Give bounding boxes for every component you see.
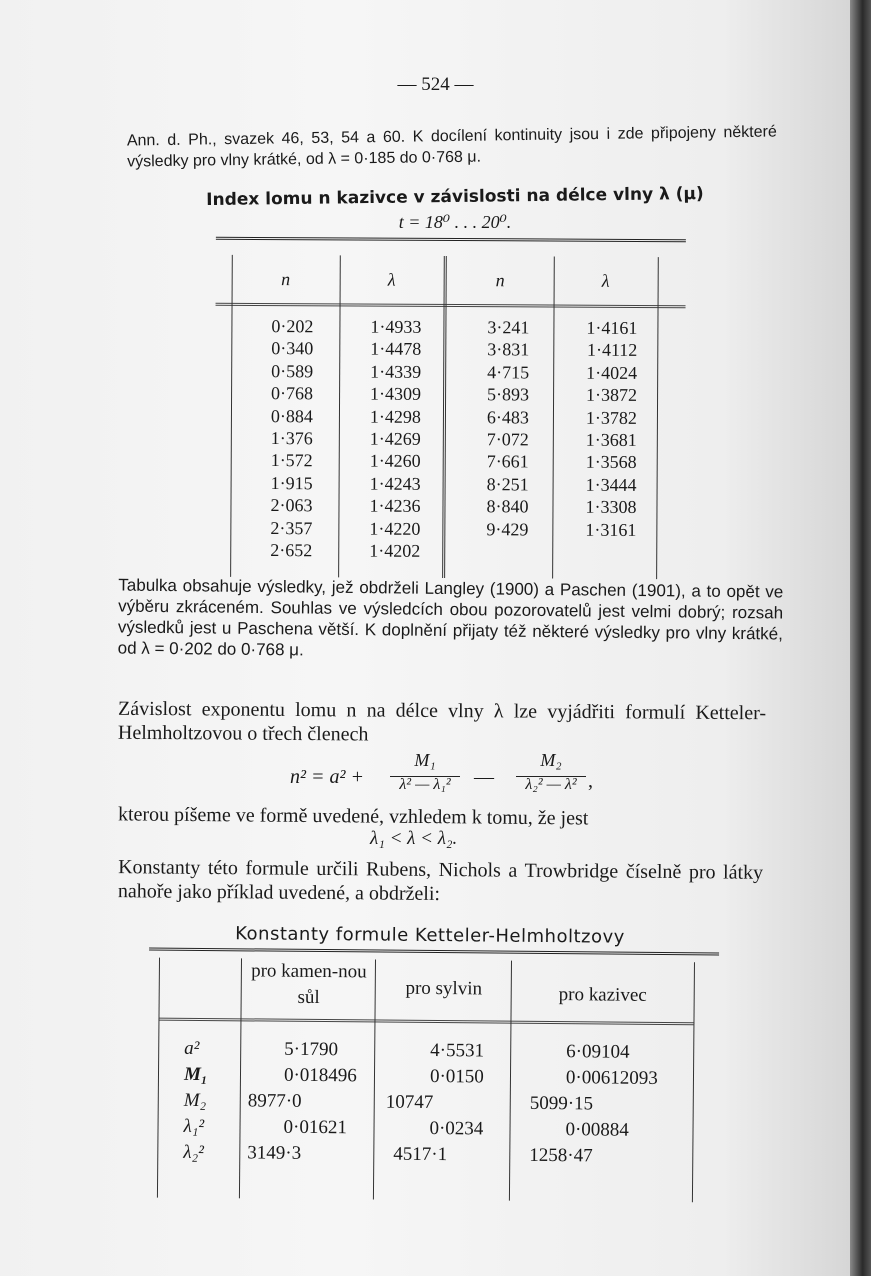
intro-paragraph: Ann. d. Ph., svazek 46, 53, 54 a 60. K docílení kontinuity jsou i zde připojeny některé výsledky pro vlny krátké, od λ = 0·185 do 0·768 μ.	[126, 123, 777, 171]
cell: 1·3161	[585, 519, 637, 540]
formula-num1: M₁	[414, 750, 436, 770]
row-label: a²	[184, 1037, 200, 1059]
cell: 0·00884	[565, 1119, 629, 1141]
cell: 5·893	[487, 384, 530, 405]
cell: 0·0234	[429, 1117, 484, 1140]
cell: 1·4478	[370, 338, 422, 360]
cell: 1·4112	[586, 340, 638, 361]
header-lambda-1	[340, 259, 444, 300]
cell: 7·072	[486, 429, 529, 450]
cell: 6·483	[486, 406, 530, 427]
formula-lhs: n² = a² +	[290, 766, 364, 788]
cell: 0·589	[271, 360, 314, 382]
table-description: Tabulka obsahuje výsledky, jež obdrželi Langley (1900) a Paschen (1901), a to opět ve výběru zkráceném. Souhlas ve výsledcích obou pozorovatelů jest velmi dobrý; rozsah výsledků jest u Paschena větší. K doplnění přijaty též některé výsledky pro vlny krátké, od λ = 0·202 do 0·768 μ.	[117, 575, 784, 660]
cell: 1·4236	[369, 495, 421, 516]
cell: 5·1790	[284, 1038, 339, 1061]
cell: 1·4161	[586, 317, 638, 338]
cell: 1·4024	[586, 362, 638, 383]
temperature-range: t = 18⁰ . . . 20⁰.	[398, 212, 512, 232]
cell: 8·251	[486, 473, 529, 495]
formula-remark: kterou píšeme ve formě uvedené, vzhledem k tomu, že jest	[117, 803, 589, 830]
formula-den2: λ₂² — λ²	[525, 776, 577, 793]
cell: 6·09104	[566, 1041, 630, 1063]
cell: 3·831	[487, 339, 530, 360]
cell: 2·652	[270, 539, 313, 561]
cell: 1·4260	[369, 450, 421, 472]
wavelength-inequality: λ₁ < λ < λ₂.	[370, 828, 458, 849]
cell: 5099·15	[529, 1092, 594, 1115]
cell: 0·340	[271, 338, 314, 359]
cell: 4517·1	[393, 1143, 448, 1166]
row-label: M₁	[183, 1063, 208, 1086]
row-labels	[183, 1036, 224, 1166]
header-text: λ	[387, 269, 396, 290]
cell: 1258·47	[529, 1144, 593, 1167]
header-n-1	[232, 259, 340, 300]
header-kamenna-sul: pro kamen-nou sůl	[251, 960, 367, 1009]
formula-end: ,	[588, 770, 593, 792]
header-lambda-2	[554, 261, 658, 302]
col-n-2	[462, 316, 529, 540]
cell: 1·4933	[370, 316, 422, 337]
col-kamenna-sul	[247, 1036, 368, 1167]
row-label: λ₁²	[183, 1115, 205, 1138]
table-vline	[157, 958, 160, 1198]
cell: 3149·3	[247, 1142, 302, 1164]
cell: 1·3444	[585, 474, 637, 495]
cell: 1·3782	[585, 407, 638, 428]
cell: 1·376	[270, 428, 313, 449]
cell: 7·661	[486, 451, 529, 472]
cell: 3·241	[487, 317, 530, 338]
col-n-1	[244, 315, 313, 562]
ketteler-helmholtz-formula	[290, 750, 610, 800]
header-text: λ	[601, 270, 610, 291]
header-text: n	[495, 270, 505, 291]
cell: 8977·0	[247, 1090, 302, 1112]
table1-title: Index lomu n kazivce v závislosti na délce vlny λ (μ)	[206, 183, 704, 211]
cell: 0·018496	[283, 1064, 357, 1087]
table-header-rule	[216, 303, 686, 308]
cell: 10747	[385, 1091, 434, 1114]
refraction-index-table	[214, 237, 686, 579]
constants-table	[147, 948, 719, 1203]
cell: 0·00612093	[565, 1067, 658, 1089]
cell: 0·768	[271, 383, 314, 404]
cell: 1·4339	[370, 361, 422, 382]
header-sylvin: pro sylvin	[405, 977, 483, 1000]
cell: 1·4309	[370, 383, 422, 405]
cell: 1·4220	[369, 518, 421, 539]
row-label: M₂	[183, 1089, 207, 1112]
cell: 1·572	[270, 450, 313, 471]
col-kazivec	[529, 1039, 690, 1170]
cell: 0·01621	[283, 1116, 347, 1139]
cell: 1·4202	[369, 540, 421, 561]
table-vline	[239, 958, 242, 1198]
header-text: n	[281, 269, 291, 290]
cell: 1·4269	[369, 428, 421, 449]
book-spine	[850, 0, 871, 1276]
formula-minus: —	[474, 766, 494, 788]
cell: 0·202	[271, 316, 314, 337]
cell: 9·429	[486, 518, 529, 539]
page-number: — 524 —	[397, 74, 474, 95]
cell: 1·3308	[585, 496, 637, 518]
header-n-2	[447, 260, 554, 301]
cell: 1·3872	[586, 384, 638, 406]
cell: 0·884	[270, 405, 314, 426]
formula-num2: M₂	[540, 750, 562, 770]
col-lambda-1	[350, 315, 421, 562]
col-lambda-2	[566, 317, 637, 541]
cell: 2·357	[270, 517, 313, 538]
cell: 1·4298	[369, 406, 422, 427]
cell: 1·3568	[585, 452, 637, 473]
table-vline	[442, 256, 447, 578]
cell: 1·4243	[369, 473, 421, 494]
header-kazivec: pro kazivec	[558, 984, 647, 1006]
formula-intro: Závislost exponentu lomu n na délce vlny λ lze vyjádřiti formulí Ketteler-Helmholtzovou o třech členech	[117, 697, 767, 746]
constants-intro: Konstanty této formule určili Rubens, Nichols a Trowbridge číselně pro látky nahoře jako příklad uvedené, a obdrželi:	[117, 856, 764, 905]
formula-den1: λ² — λ₁²	[399, 776, 451, 793]
table2-title: Konstanty formule Ketteler-Helmholtzovy	[235, 923, 625, 948]
cell: 4·715	[487, 361, 530, 383]
cell: 1·915	[270, 472, 313, 494]
cell: 0·0150	[429, 1065, 484, 1088]
cell: 4·5531	[430, 1039, 485, 1062]
col-sylvin	[385, 1038, 506, 1169]
row-label: λ₂²	[183, 1141, 204, 1164]
table-vline	[373, 959, 376, 1199]
cell: 2·063	[270, 495, 313, 516]
cell: 8·840	[486, 496, 529, 517]
cell: 1·3681	[585, 429, 637, 450]
